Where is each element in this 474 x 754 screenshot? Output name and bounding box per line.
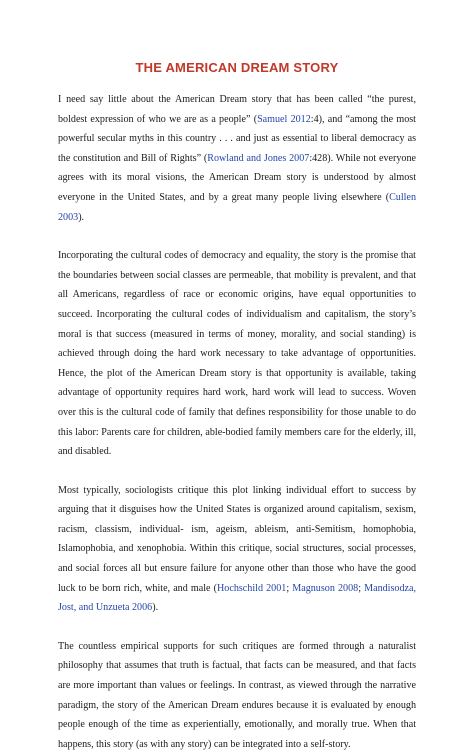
paragraph-4: The countless empirical supports for such critiques are formed through a naturalist philosophy that assumes that truth is factual, that facts can be measured, and that facts are more important than values or feelings. In contrast, as viewed through the narrative paradigm, the story of the American Dream endures because it is evaluated by enough people enough of the time as experientially, emotionally, and morally true. When that happens, this story (as with any story) can be integrated into a self-story. bbox=[58, 640, 416, 750]
citation-link[interactable]: Samuel 2012 bbox=[257, 113, 311, 125]
paragraph-2: Incorporating the cultural codes of democracy and equality, the story is the promise that the boundaries between social classes are permeable, that mobility is prevalent, and that all Americans, regardless of race or economic origins, have equal opportunities to succeed. Incorporating the cultural codes of individualism and capitalism, the story’s moral is that success (measured in terms of money, morality, and social standing) is achieved through doing the hard work necessary to take advantage of opportunities. Hence, the plot of the American Dream story is that opportunity is available, taking advantage of opportunity requires hard work, hard work will lead to success. Woven over this is the cultural code of family that defines responsibility for those unable to do this labor: Parents care for children, able-bodied family members care for the elderly, ill, and disabled. bbox=[58, 250, 416, 458]
paragraph-text: :4), and “among the most powerful secular myths in this country . . . and just as essential to liberal democracy as the constitution and Bill of Rights” ( bbox=[58, 113, 416, 164]
paragraph-text: I need say little about the American Dream story that has been called “the purest, boldest expression of who we are as a people” ( bbox=[58, 94, 416, 125]
citation-separator: ; bbox=[286, 582, 293, 594]
paragraph-3 bbox=[58, 481, 416, 618]
citation-link[interactable]: Mandisodza, Jost, and Unzueta 2006 bbox=[58, 582, 416, 614]
paragraph-text: ). bbox=[78, 211, 85, 223]
citation-link[interactable]: Magnuson 2008 bbox=[292, 582, 359, 594]
paragraph-1 bbox=[58, 90, 416, 227]
citation-link[interactable]: Hochschild 2001 bbox=[217, 582, 287, 594]
citation-link[interactable]: Rowland and Jones 2007 bbox=[207, 152, 310, 164]
paragraph-text: Most typically, sociologists critique this plot linking individual effort to success by arguing that it disguises how the United States is organized around capitalism, sexism, racism, classism, individual- ism, ageism, ableism, anti-Semitism, homophobia, Islamophobia, and xenophobia. Within this critique, social structures, social processes, and social forces all but ensure failure for anyone other than those who have the good luck to be born rich, white, and male ( bbox=[58, 484, 416, 594]
page-title: THE AMERICAN DREAM STORY bbox=[135, 60, 339, 75]
paragraph-text: ). bbox=[152, 602, 159, 614]
citation-separator: ; bbox=[358, 582, 365, 594]
paragraph-text: :428). While not everyone agrees with its moral visions, the American Dream story is understood by almost everyone in the United States, and by a great many people living elsewhere ( bbox=[58, 152, 416, 203]
citation-link[interactable]: Cullen 2003 bbox=[58, 191, 416, 223]
